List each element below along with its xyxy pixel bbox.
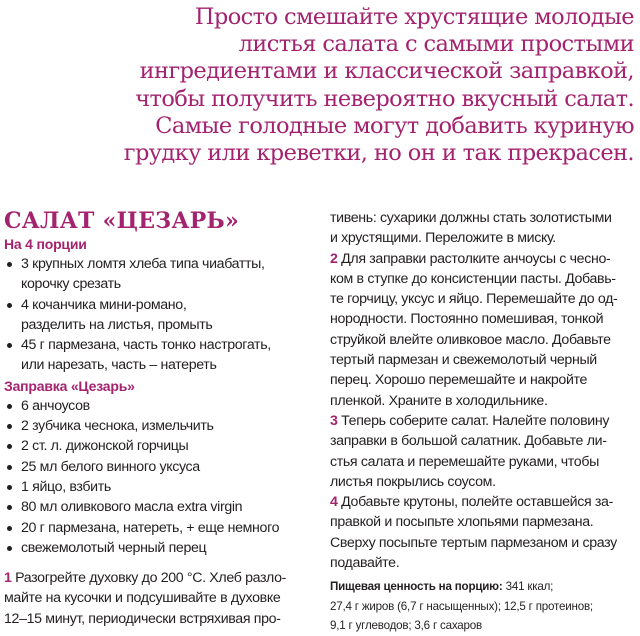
intro-line: Самые голодные могут добавить куриную — [155, 112, 634, 139]
step-1: 1 Разогрейте духовку до 200 °С. Хлеб разло- майте на кусочки и подсушивайте в духовке 12–15 минут, периодически встряхивая про- — [4, 570, 287, 627]
recipe-title: САЛАТ «ЦЕЗАРЬ» — [4, 208, 240, 234]
step-4: 4 Добавьте крутоны, полейте оставшейся за- правкой и посыпьте хлопьями пармезана. Сверху посыпьте тертым пармезаном и сразу подавайте. — [330, 494, 617, 572]
ingredient-item: 45 г пармезана, часть тонко настрогать, или нарезать, часть – натереть — [4, 335, 324, 376]
dressing-item: 80 мл оливкового масла extra virgin — [4, 497, 324, 517]
ingredients-list — [4, 254, 324, 376]
step-3: 3 Теперь соберите салат. Налейте половину заправки в большой салатник. Добавьте ли- стья салата и перемешайте руками, чтобы листья покрылись соусом. — [330, 412, 610, 490]
intro-line: чтобы получить невероятно вкусный салат. — [135, 85, 634, 112]
dressing-item: 6 анчоусов — [4, 396, 324, 416]
intro-line: листья салата с самыми простыми — [238, 31, 634, 58]
servings: На 4 порции — [4, 236, 87, 252]
step-number: 2 — [330, 250, 338, 267]
recipe-left-column — [4, 208, 324, 629]
recipe-right-column — [330, 208, 636, 636]
dressing-item: 2 зубчика чеснока, измельчить — [4, 416, 324, 436]
step-2: 2 Для заправки растолките анчоусы с чесно- ком в ступке до консистенции пасты. Добавь- те горчицу, уксус и яйцо. Перемешайте до од- нородности. Постоянно помешивая, тонкой струйкой влейте оливковое масло. Добавьте тертый пармезан и свежемолотый черный перец. Хорошо перемешайте и накройте пленкой. Храните в холодильнике. — [330, 250, 618, 409]
dressing-item: 25 мл белого винного уксуса — [4, 457, 324, 477]
intro-line: грудку или креветки, но он и так прекрасен. — [123, 140, 634, 167]
dressing-item: свежемолотый черный перец — [4, 538, 324, 558]
step-number: 4 — [330, 494, 338, 511]
step-1-continued: тивень: сухарики должны стать золотистыми и хрустящими. Переложите в миску. — [330, 210, 612, 247]
ingredient-item: 3 крупных ломтя хлеба типа чиабатты, корочку срезать — [4, 254, 324, 295]
dressing-item: 2 ст. л. дижонской горчицы — [4, 436, 324, 456]
ingredient-item: 4 кочанчика мини-романо, разделить на листья, промыть — [4, 295, 324, 336]
dressing-list — [4, 396, 324, 558]
nutrition-info: Пищевая ценность на порцию: 341 ккал; 27,4 г жиров (6,7 г насыщенных); 12,5 г протеинов; 9,1 г углеводов; 3,6 г сахаров — [330, 580, 593, 633]
dressing-item: 1 яйцо, взбить — [4, 477, 324, 497]
intro-line: ингредиентами и классической заправкой, — [139, 58, 634, 85]
nutrition-label: Пищевая ценность на порцию: — [330, 580, 503, 594]
step-number: 1 — [4, 570, 12, 587]
step-number: 3 — [330, 412, 338, 429]
dressing-item: 20 г пармезана, натереть, + еще немного — [4, 518, 324, 538]
dressing-heading: Заправка «Цезарь» — [4, 377, 135, 394]
intro-line: Просто смешайте хрустящие молодые — [194, 4, 634, 30]
intro-text — [0, 4, 634, 167]
